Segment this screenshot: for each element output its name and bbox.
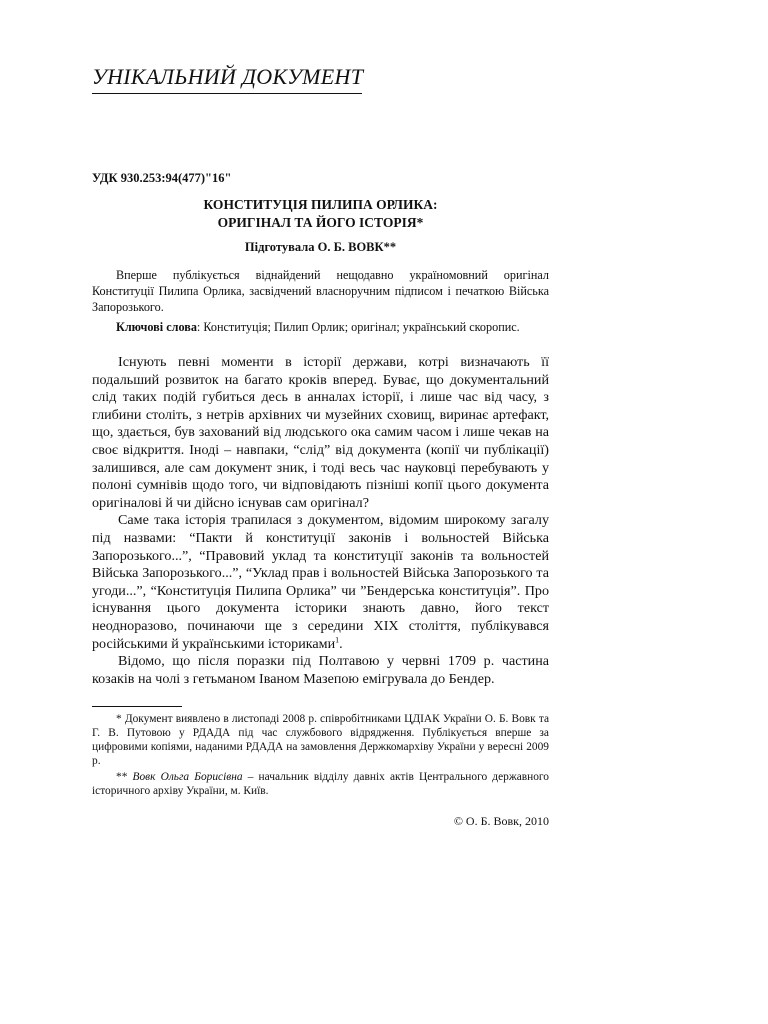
copyright: © О. Б. Вовк, 2010 [453,814,549,828]
body-paragraph-1: Існують певні моменти в історії держави, котрі визначають її подальший розвиток на багато кроків вперед. Буває, що документальний слід таких подій губиться десь в анналах історії, і лише час від часу, з глибини століть, з нетрів архівних чи музейних сховищ, виринає артефакт, що, здається, був захований від людського ока самим часом і лише чекав на своє відкриття. Іноді – навпаки, “слід” від документа (копії чи публікації) залишився, але сам документ зник, і тоді весь час науковці перебувають у полоні сумнівів щодо того, чи відповідають пізніші копії цього документа оригіналові й чи дійсно існував сам оригінал? [92,354,549,511]
body-paragraph-3: Відомо, що після поразки під Полтавою у червні 1709 р. частина козаків на чолі з гетьманом Іваном Мазепою емігрувала до Бендер. [92,653,549,687]
article-body [92,354,549,688]
footnote-2-mark: ** [116,771,133,783]
footnote-1: * Документ виявлено в листопаді 2008 р. співробітниками ЦДІАК України О. Б. Вовк та Г. В. Путовою у РДАДА під час службового відрядження. Публікується вперше за цифровими копіями, наданими РДАДА на замовлення Держкомархіву України у вересні 2009 р. [92,713,549,767]
body-paragraph-2 [92,512,549,653]
document-page [92,0,549,1024]
footnote-2-text: – начальник відділу давніх актів Центрального державного історичного архіву України, м. Київ. [92,771,550,797]
footnote-2 [92,770,549,798]
article-author: Підготувала О. Б. ВОВК** [244,240,397,254]
keywords [92,319,549,335]
footnote-2-name: Вовк Ольга Борисівна [132,771,243,783]
section-title: УНІКАЛЬНИЙ ДОКУМЕНТ [92,64,364,89]
keywords-label: Ключові слова [116,320,197,334]
article-title-line-1: КОНСТИТУЦІЯ ПИЛИПА ОРЛИКА: [203,197,438,212]
body-paragraph-2-end: . [339,635,343,652]
footnote-ref-1[interactable]: 1 [335,634,340,644]
article-title-line-2: ОРИГІНАЛ ТА ЙОГО ІСТОРІЯ* [217,215,424,230]
udc-code: УДК 930.253:94(477)"16" [92,171,232,185]
footnotes [92,712,549,800]
body-paragraph-2-text: Саме така історія трапилася з документом, відомим широкому загалу під назвами: “Пакти й конституції законів і вольностей Війська Запорозького...”, “Правовий уклад та конституції законів та вольностей Війська Запорозького...”, “Уклад прав і вольностей Війська Запорозького та угоди...”, “Конституція Пилипа Орлика” чи ”Бендерська конституція”. Про існування цього документа історики знають давно, його текст неодноразово, починаючи ще з середини XIX століття, публікувався російськими й українськими істориками [92,512,549,652]
abstract: Вперше публікується віднайдений нещодавно україномовний оригінал Конституції Пилипа Орлика, засвідчений власноручним підписом і печаткою Війська Запорозького. [92,268,549,314]
footnote-rule [92,706,182,707]
keywords-text: : Конституція; Пилип Орлик; оригінал; український скоропис. [196,320,520,334]
section-rule [92,93,362,94]
article-title [92,196,549,232]
